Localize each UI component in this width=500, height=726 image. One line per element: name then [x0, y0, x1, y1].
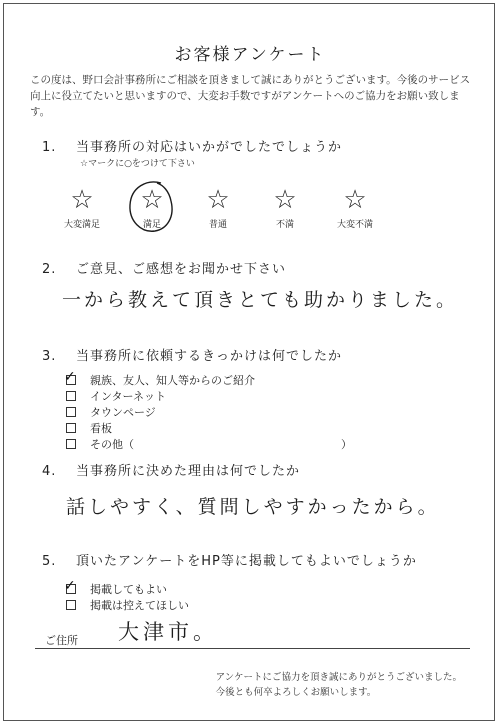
address-underline [35, 648, 470, 649]
rating-option-dissatisfied[interactable] [250, 185, 320, 230]
q3-number: 3. [42, 349, 57, 364]
star-outline-icon: ☆ [206, 185, 230, 215]
q3-other-close-paren: ） [341, 438, 352, 451]
checkbox-icon[interactable] [66, 423, 76, 433]
q1-number: 1. [42, 140, 57, 155]
rating-option-very-dissatisfied[interactable] [320, 185, 390, 230]
checkbox-icon[interactable] [64, 369, 76, 385]
handwritten-check-icon: ✓ [64, 578, 76, 594]
q3-option-signboard[interactable]: 看板 [66, 421, 255, 437]
q3-option-internet[interactable]: インターネット [66, 389, 255, 405]
footer-message [216, 670, 462, 700]
rating-option-neutral[interactable] [183, 185, 253, 230]
q5-options [64, 578, 189, 614]
address-value: 大津市。 [118, 620, 218, 644]
handwritten-check-icon: ✓ [64, 369, 76, 385]
q1-text: 当事務所の対応はいかがでしたでしょうか [76, 140, 343, 155]
q4-answer: 話しやすく、質問しやすかったから。 [66, 496, 440, 518]
rating-label: 満足 [142, 220, 161, 230]
address-label: ご住所 [45, 634, 78, 647]
rating-label: 不満 [275, 220, 294, 230]
star-outline-icon: ☆ [273, 185, 297, 215]
q3-heading [42, 345, 342, 364]
rating-label: 大変不満 [336, 220, 373, 230]
q2-number: 2. [42, 262, 57, 277]
rating-label: 大変満足 [63, 220, 100, 230]
q2-answer: 一から教えて頂きとても助かりました。 [62, 289, 459, 311]
q3-option-townpage[interactable]: タウンページ [66, 405, 255, 421]
star-outline-icon: ☆ [140, 185, 164, 215]
q3-text: 当事務所に依頼するきっかけは何でしたか [76, 349, 343, 364]
q4-number: 4. [42, 464, 57, 479]
q5-number: 5. [42, 554, 57, 569]
rating-option-very-satisfied[interactable] [47, 185, 117, 230]
footer-line-1: アンケートにご協力を頂き誠にありがとうございました。 [215, 672, 462, 683]
handwritten-circle-mark [117, 177, 187, 239]
q5-text: 頂いたアンケートをHP等に掲載してもよいでしょうか [76, 554, 417, 569]
footer-line-2: 今後とも何卒よろしくお願いします。 [215, 687, 377, 698]
rating-label: 普通 [208, 220, 227, 230]
q5-option-allow[interactable]: ✓ 掲載してもよい [64, 578, 167, 596]
q1-heading [42, 136, 342, 155]
rating-option-satisfied[interactable] [117, 185, 187, 230]
rating-row [0, 185, 500, 235]
intro-text: この度は、野口会計事務所にご相談を頂きまして誠にありがとうございます。今後のサービス向上に役立てたいと思いますので、大変お手数ですがアンケートへのご協力をお願い致します。 [30, 74, 471, 118]
q3-option-referral[interactable]: ✓ 親族、友人、知人等からのご紹介 [64, 369, 255, 387]
q4-text: 当事務所に決めた理由は何でしたか [76, 464, 301, 479]
q3-option-other[interactable]: その他（ ） [66, 437, 255, 453]
q3-options [64, 369, 352, 453]
star-outline-icon: ☆ [70, 185, 94, 215]
checkbox-icon[interactable] [66, 391, 76, 401]
q2-heading [42, 258, 286, 277]
survey-title: お客様アンケート [174, 45, 326, 65]
checkbox-icon[interactable] [66, 439, 76, 449]
star-outline-icon: ☆ [343, 185, 367, 215]
checkbox-icon[interactable] [66, 600, 76, 610]
q5-option-decline[interactable]: 掲載は控えてほしい [66, 598, 189, 614]
q1-hint: ☆マークに○をつけて下さい [80, 159, 195, 169]
checkbox-icon[interactable] [64, 578, 76, 594]
q5-heading [42, 550, 417, 569]
q4-heading [42, 460, 300, 479]
q2-text: ご意見、ご感想をお聞かせ下さい [76, 262, 287, 277]
checkbox-icon[interactable] [66, 407, 76, 417]
